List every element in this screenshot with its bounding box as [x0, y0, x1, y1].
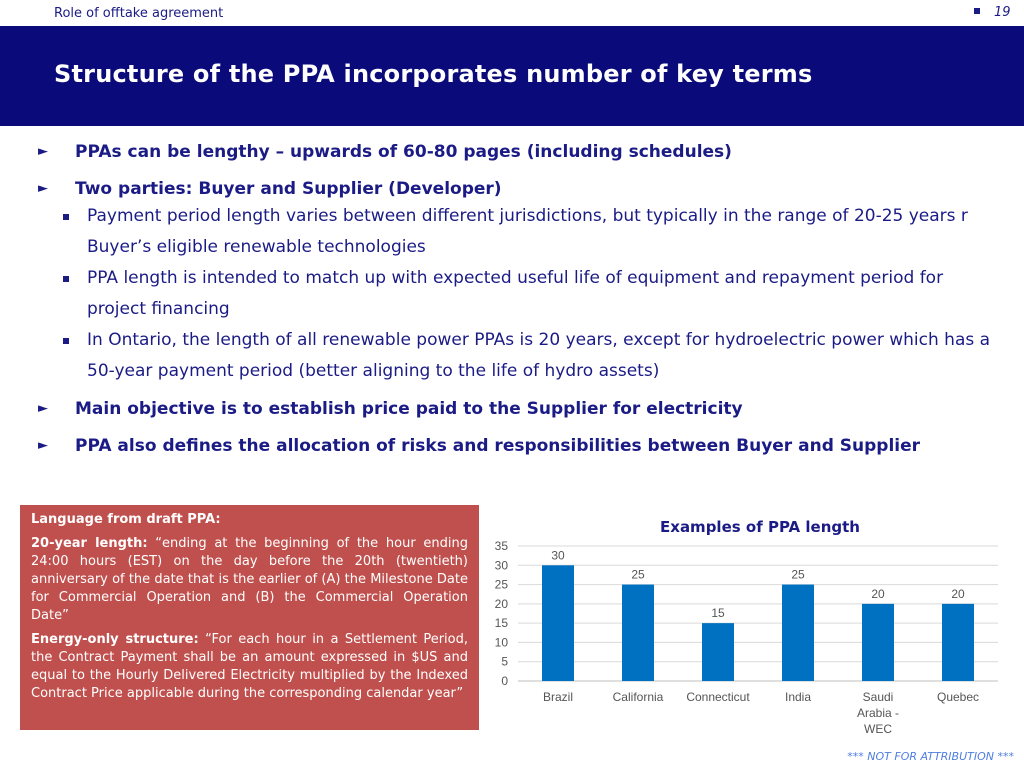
x-tick-label: Quebec — [936, 690, 980, 704]
data-label: 25 — [791, 567, 805, 582]
sub-bullet-text: Payment period length varies between different jurisdictions, but typically in the range of 20-25 years r Buyer’s eligible renewable technologies — [87, 206, 968, 257]
box-paragraph-text: “ending at the beginning of the hour ending 24:00 hours (EST) on the day before the 20th (twentieth) anniversary of the date that is the earlier of (A) the Milestone Date for Commercial Operation and (B) the Commercial Operation Date” — [31, 536, 468, 623]
top-bar — [0, 0, 1024, 26]
bullet-text: PPAs can be lengthy – upwards of 60-80 pages (including schedules) — [75, 142, 732, 162]
chart-bar — [542, 565, 574, 681]
bullet-list — [38, 140, 998, 471]
section-label: Role of offtake agreement — [54, 6, 224, 21]
square-bullet-icon — [63, 214, 69, 220]
chart-bar — [702, 623, 734, 681]
y-tick-label: 25 — [494, 577, 508, 592]
square-bullet-icon — [63, 276, 69, 282]
y-tick-label: 35 — [494, 539, 508, 553]
sub-bullet-list — [38, 201, 998, 387]
bullet-item — [38, 177, 998, 201]
data-label: 20 — [951, 586, 965, 601]
data-label: 25 — [631, 567, 645, 582]
x-tick-label: Saudi — [862, 690, 894, 704]
x-tick-label: WEC — [864, 722, 892, 736]
x-tick-label: India — [784, 690, 812, 704]
box-paragraph — [31, 535, 468, 625]
draft-ppa-language-box — [20, 505, 479, 730]
y-tick-label: 30 — [494, 558, 508, 573]
square-bullet-icon — [974, 8, 980, 14]
y-tick-label: 10 — [494, 635, 508, 650]
chart-bar — [942, 604, 974, 681]
bullet-text: Two parties: Buyer and Supplier (Developer) — [75, 179, 502, 199]
arrow-bullet-icon: ► — [38, 181, 48, 196]
bullet-text: Main objective is to establish price paid to the Supplier for electricity — [75, 399, 743, 419]
sub-bullet-item — [38, 201, 998, 263]
box-paragraph-label: Energy-only structure: — [31, 632, 199, 647]
box-paragraph-text: “For each hour in a Settlement Period, the Contract Payment shall be an amount expressed in $US and equal to the Hourly Delivered Electricity multiplied by the Indexed Contract Price applicable during the corresponding calendar year” — [31, 632, 469, 701]
chart-svg — [484, 510, 1020, 750]
bullet-item — [38, 434, 998, 458]
y-tick-label: 20 — [494, 596, 508, 611]
page-number: 19 — [994, 5, 1011, 20]
ppa-length-chart — [484, 510, 1020, 750]
data-label: 20 — [871, 586, 885, 601]
data-label: 30 — [551, 548, 565, 563]
box-paragraph — [31, 631, 468, 703]
y-tick-label: 5 — [501, 654, 508, 669]
x-tick-label: Brazil — [542, 690, 574, 704]
square-bullet-icon — [63, 338, 69, 344]
y-tick-label: 15 — [494, 616, 508, 631]
chart-bar — [622, 585, 654, 681]
footer-note: *** NOT FOR ATTRIBUTION *** — [847, 750, 1014, 763]
chart-title: Examples of PPA length — [660, 518, 860, 536]
box-heading: Language from draft PPA: — [31, 512, 221, 527]
sub-bullet-text: In Ontario, the length of all renewable power PPAs is 20 years, except for hydroelectric power which has a 50-year payment period (better aligning to the life of hydro assets) — [87, 330, 991, 381]
chart-bar — [862, 604, 894, 681]
x-tick-label: Connecticut — [686, 690, 750, 704]
x-tick-label: California — [612, 690, 664, 704]
x-tick-label: Arabia - — [856, 706, 900, 720]
data-label: 15 — [711, 606, 725, 621]
slide-title: Structure of the PPA incorporates number of key terms — [54, 60, 813, 88]
box-paragraph-label: 20-year length: — [31, 536, 148, 551]
arrow-bullet-icon: ► — [38, 438, 48, 453]
arrow-bullet-icon: ► — [38, 401, 48, 416]
bullet-text: PPA also defines the allocation of risks and responsibilities between Buyer and Supplier — [75, 436, 921, 456]
sub-bullet-item — [38, 325, 998, 387]
sub-bullet-item — [38, 263, 998, 325]
y-tick-label: 0 — [501, 674, 508, 688]
bullet-item — [38, 397, 998, 421]
chart-bar — [782, 585, 814, 681]
arrow-bullet-icon: ► — [38, 144, 48, 159]
sub-bullet-text: PPA length is intended to match up with expected useful life of equipment and repayment period for project financing — [87, 268, 944, 319]
bullet-item — [38, 140, 998, 164]
